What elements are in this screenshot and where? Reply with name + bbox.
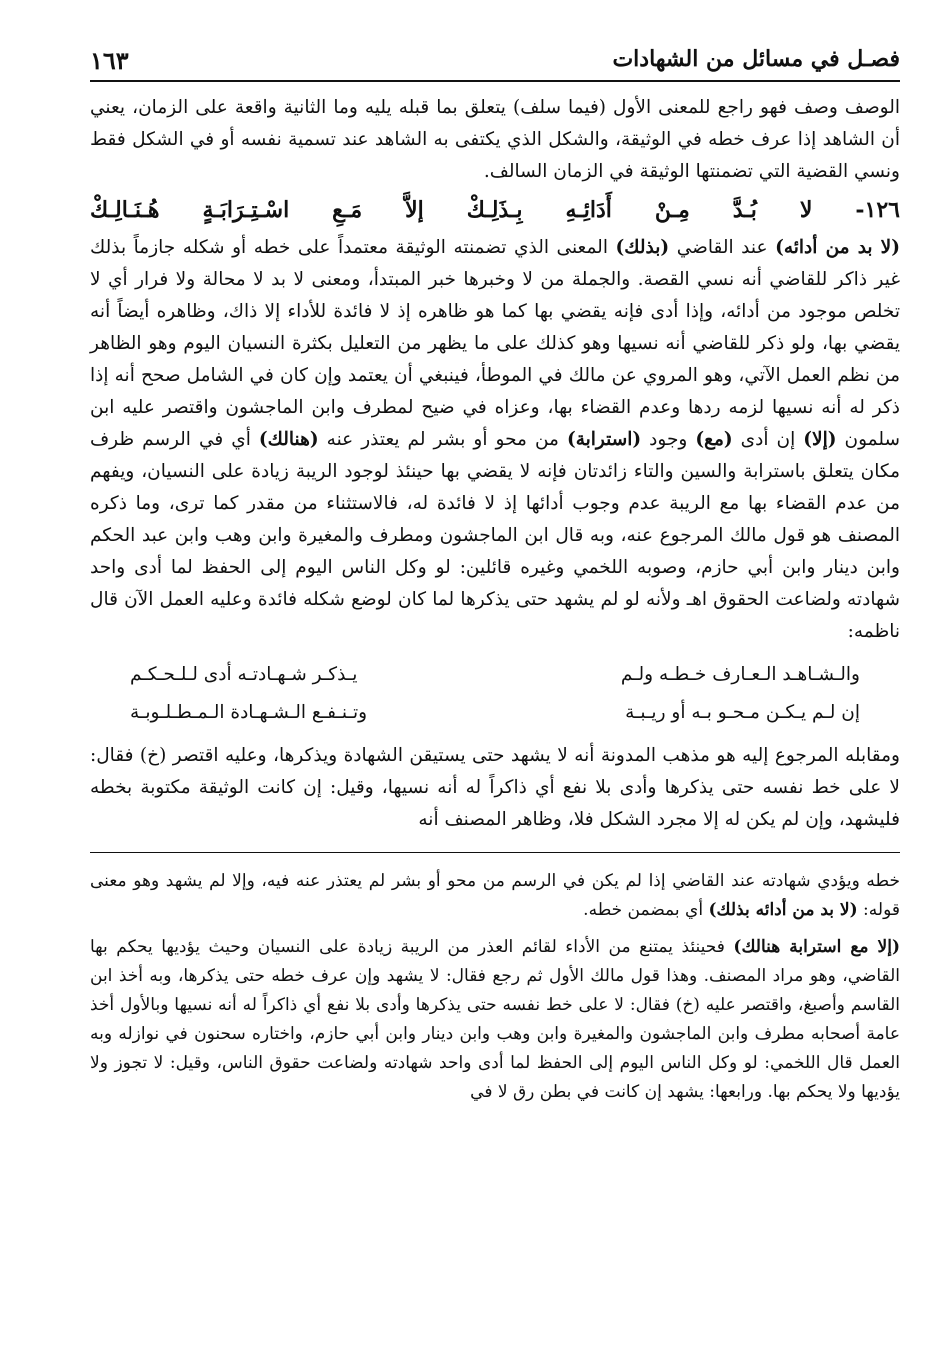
footnote-1	[90, 867, 900, 925]
commentary-paragraph-1: الوصف وصف فهو راجع للمعنى الأول (فيما سلف) يتعلق بما قبله يليه وما الثانية واقعة على الزمان، يعني أن الشاهد إذا عرف خطه في الوثيقة، والشكل الذي يكتفى به الشاهد عند تسمية نفسه أو في الشكل فقط ونسي القضية التي تضمنتها الوثيقة في الزمان السالف.	[90, 97, 900, 182]
footnote-2	[90, 933, 900, 1107]
term-quote: (إلا مع استرابة هنالك)	[733, 937, 900, 957]
term-bidhalik: (بذلك)	[615, 237, 670, 258]
header-rule	[90, 80, 900, 82]
verse-heading-126: ١٢٦- لا بُـدَّ مِـنْ أَدَائِـهِ بِـذَلِـكْ إلاَّ مَـعِ اسْـتِـرَابَـةٍ هُـنَـالِـكْ	[90, 197, 900, 223]
poem-line	[130, 694, 860, 732]
text-segment: من محو أو بشر لم يعتذر عنه	[318, 429, 567, 450]
poem-line	[130, 656, 860, 694]
poem-hemistich-right: إن لـم يـكـن مـحـو بـه أو ريـبـة	[625, 702, 860, 723]
text-segment: المعنى الذي تضمنته الوثيقة معتمداً على خطه أو شكله جازماً بذلك غير ذاكر للقاضي أنه نسي القصة. والجملة من لا وخبرها خبر المبتدأ، ومعنى لا بد لا محالة ولا فرار أي لا تخلص موجود من أدائه، وإذا أدى فإنه يقضي بها كما هو ظاهره إذ لا فائدة للأداء إلا ذاك، وظاهره أيضاً أنه يقضي بها، ولو ذكر للقاضي أنه نسيها وهو كذلك على ما يظهر من التعليل بكثرة النسيان اليوم وهو الظاهر من نظم العمل الآتي، وهو المروي عن مالك في الموطأ، فينبغي أن يعتمد وإن كان في الشامل صحح أنه إذا ذكر له أنه نسيها لزمه ردها وعدم القضاء بها، وعزاه في ضيح لمطرف وابن الماجشون واقتصر عليه ابن سلمون	[90, 237, 900, 450]
page-header	[90, 34, 900, 80]
commentary-paragraph-2	[90, 232, 900, 648]
commentary-paragraph-3: ومقابله المرجوع إليه هو مذهب المدونة أنه لا يشهد حتى يستيقن الشهادة ويذكرها، وعليه اقتصر (خ) فقال: لا على خط نفسه حتى يذكرها وأدى بلا نفع أي ذاكراً له أنه نسيها، وقيل: إن كانت الوثيقة مكتوبة بخطه فليشهد، وإن لم يكن له إلا مجرد الشكل فلا، وظاهر المصنف أنه	[90, 745, 900, 830]
poem-block	[130, 656, 860, 732]
term-maa: (مع)	[695, 429, 733, 450]
poem-hemistich-left: وتـنـفـع الـشـهـادة الـمـطـلـوبـة	[130, 702, 368, 723]
text-segment: خطه ويؤدي شهادته عند القاضي إذا لم يكن في الرسم من محو أو بشر لم يعتذر عنه فيه، وإلا لم يشهد وهو معنى قوله:	[90, 871, 900, 920]
text-segment: أي بمضمن خطه.	[583, 900, 709, 920]
term-hunalik: (هنالك)	[258, 429, 319, 450]
text-segment: إن أدى	[732, 429, 804, 450]
running-title: فصـل في مسائل من الشهادات	[612, 46, 900, 72]
text-segment: وجود	[641, 429, 696, 450]
term-lead: (لا بد من أدائه)	[775, 237, 900, 258]
term-istiraba: (استرابة)	[566, 429, 642, 450]
poem-hemistich-right: والـشـاهـد الـعـارف خـطـه ولـم	[620, 664, 860, 685]
text-segment: فحينئذ يمتنع من الأداء لقائم العذر من الريبة زيادة على النسيان وحيث يؤديها يحكم بها القاضي، وهو مراد المصنف. وهذا قول مالك الأول ثم رجع فقال: لا يشهد وإن عرف خطه حتى يذكرها، وبه أخذ ابن القاسم وأصبغ، واقتصر عليه (خ) فقال: لا على خط نفسه حتى يذكرها وأدى بلا نفع أي ذاكراً له أنه نسيها وبالأول أخذ عامة أصحابه مطرف وابن الماجشون والمغيرة وابن وهب وابن دينار وابن أبي حازم، واختاره سحنون في نوازله وبه العمل قال اللخمي: لو وكل الناس اليوم إلى الحفظ لما أدى واحد شهادته ولضاعت حقوق الناس، وقيل: لا تجوز ولا يؤديها ولا يحكم بها. ورابعها: يشهد إن كانت في بطن رق لا في	[90, 937, 900, 1102]
term-quote: (لا بد من أدائه بذلك)	[708, 900, 858, 920]
page-number: ١٦٣	[90, 46, 129, 75]
footnote-rule	[90, 852, 900, 853]
text-segment: عند القاضي	[669, 237, 776, 258]
text-segment: أي في الرسم ظرف مكان يتعلق باسترابة والسين والتاء زائدتان فإنه لا يقضي بها حينئذ لوجود الريبة زيادة على النسيان، ويفهم من عدم القضاء بها مع الريبة عدم وجوب أدائها إذ لا فائدة له، فالاستثناء من مقدر كما ترى، وما ذكره المصنف هو قول مالك المرجوع عنه، وبه قال ابن الماجشون ومطرف والمغيرة وابن وهب وابن عبد الحكم وابن دينار وابن أبي حازم، وصوبه اللخمي وغيره قائلين: لو وكل الناس اليوم إلى الحفظ لما أدى واحد شهادته ولضاعت الحقوق اهـ ولأنه لو لم يشهد حتى يذكرها لما كان لوضع شكله فائدة وعليه العمل الآن قال ناظمه:	[90, 429, 900, 642]
poem-hemistich-left: يـذكـر شـهـادتـه أدى لـلـحـكـم	[130, 664, 358, 685]
term-illa: (إلا)	[803, 429, 837, 450]
